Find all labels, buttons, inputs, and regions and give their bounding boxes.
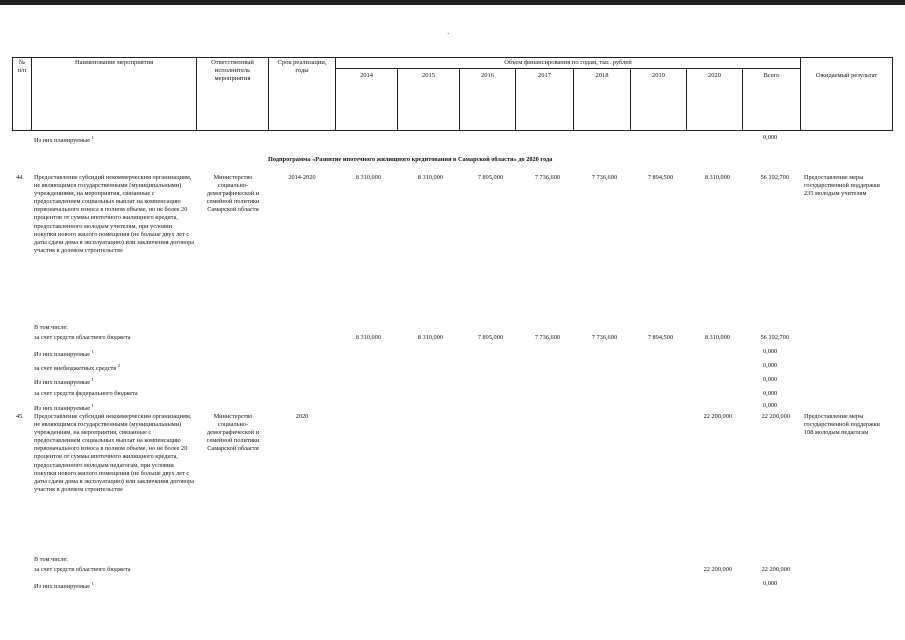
header-num: № п/п xyxy=(17,59,27,74)
planned-total: 0,000 xyxy=(763,580,778,587)
header-year-2018: 2018 xyxy=(595,72,609,79)
item-period: 2020 xyxy=(295,413,309,420)
header-result: Ожидаемый результат xyxy=(815,72,878,79)
scan-top-border xyxy=(0,0,905,5)
item-responsible: Министерство социально-демографической и семейной политики Самарской области xyxy=(206,413,260,453)
value-2020: 22 200,000 xyxy=(703,413,732,420)
item-responsible: Министерство социально-демографической и семейной политики Самарской области xyxy=(206,174,260,214)
regional-total: 56 192,700 xyxy=(760,334,789,341)
value-2020: 8 310,000 xyxy=(704,174,730,181)
header-year-2019: 2019 xyxy=(652,72,665,79)
header-period: Срок реализации, годы xyxy=(277,59,327,74)
including-label: В том числе: xyxy=(34,556,69,563)
item-name: Предоставление субсидий некоммерческим организациям, не являющимся государственными (муниципальными) учреждениям, на мероприятия, связанные с предоставлением социальных выплат на компенсацию первоначального взноса в полном объеме, но не более 20 процентов от суммы ипотечного жилищного кредита, предоставленного молодым педагогам, при условии покупки нового жилого помещения (не больше двух лет с даты сдачи дома в эксплуатацию) или заключения договора участия в долевом строительстве xyxy=(34,413,195,493)
regional-budget-label: за счет средств областного бюджета xyxy=(34,334,131,341)
planned-total: 0,000 xyxy=(763,376,778,383)
planned-label: Из них планируемые $^1$ xyxy=(34,581,94,591)
federal-total: 0,000 xyxy=(763,390,778,397)
header-responsible: Ответственный исполнитель мероприятия xyxy=(211,59,254,82)
header-name: Наименование мероприятия xyxy=(74,59,154,66)
header-funding: Объем финансирования по годам, тыс. рублей xyxy=(504,59,632,66)
value-total: 22 200,000 xyxy=(761,413,790,420)
regional-budget-label: за счет средств областного бюджета xyxy=(34,566,131,573)
value-2015: 8 310,000 xyxy=(417,174,443,181)
header-year-2020: 2020 xyxy=(708,72,721,79)
header-total: Всего xyxy=(763,72,780,79)
regional-2017: 7 736,600 xyxy=(534,334,560,341)
offbudget-total: 0,000 xyxy=(763,362,778,369)
planned-label: Из них планируемые $^1$ xyxy=(34,349,94,359)
regional-total: 22 200,000 xyxy=(761,566,790,573)
scan-speck: · xyxy=(447,30,450,38)
regional-2015: 8 310,000 xyxy=(417,334,443,341)
value-2014: 8 310,000 xyxy=(355,174,381,181)
planned-label: Из них планируемые $^1$ xyxy=(34,403,94,413)
item-number: 44. xyxy=(16,174,24,181)
value-2018: 7 736,600 xyxy=(591,174,617,181)
item-result: Предоставление меры государственной поддержки 235 молодым учителям xyxy=(804,174,880,198)
item-name: Предоставление субсидий некоммерческим организациям, не являющимся государственными (муниципальными) учреждениями, на мероприятия, связанные с предоставлением социальных выплат на компенсацию первоначального взноса в полном объеме, но не более 20 процентов от суммы ипотечного жилищного кредита, предоставленного молодым учителям, при условии покупки нового жилого помещения (не больше двух лет с даты сдачи дома в эксплуатацию) или заключения договора участия в долевом строительстве xyxy=(34,174,195,254)
item-number: 45. xyxy=(16,413,24,420)
regional-2016: 7 895,000 xyxy=(477,334,503,341)
regional-2020: 8 310,000 xyxy=(704,334,730,341)
header-year-2016: 2016 xyxy=(481,72,494,79)
planned-row-total: 0,000 xyxy=(763,134,778,141)
planned-total: 0,000 xyxy=(763,402,778,409)
header-year-2014: 2014 xyxy=(360,72,373,79)
planned-total: 0,000 xyxy=(763,348,778,355)
regional-2018: 7 736,600 xyxy=(591,334,617,341)
including-label: В том числе: xyxy=(34,324,69,331)
regional-2019: 7 894,500 xyxy=(647,334,673,341)
value-2017: 7 736,600 xyxy=(534,174,560,181)
subprogram-title: Подпрограмма «Развитие ипотечного жилищного кредитования в Самарской области» до 2020 года xyxy=(268,156,553,163)
planned-label: Из них планируемые $^1$ xyxy=(34,377,94,387)
regional-2020: 22 200,000 xyxy=(703,566,732,573)
item-period: 2014-2020 xyxy=(288,174,316,181)
value-2019: 7 894,500 xyxy=(647,174,673,181)
federal-budget-label: за счет средств федерального бюджета xyxy=(34,390,138,397)
offbudget-label: за счет внебюджетных средств $^2$ xyxy=(34,363,121,373)
regional-2014: 8 310,000 xyxy=(355,334,381,341)
header-year-2017: 2017 xyxy=(538,72,551,79)
header-year-2015: 2015 xyxy=(422,72,435,79)
planned-row-label: Из них планируемые $^1$ xyxy=(34,135,94,145)
item-result: Предоставление меры государственной поддержки 108 молодым педагогам xyxy=(804,413,880,437)
value-2016: 7 895,000 xyxy=(477,174,503,181)
value-total: 56 192,700 xyxy=(760,174,789,181)
